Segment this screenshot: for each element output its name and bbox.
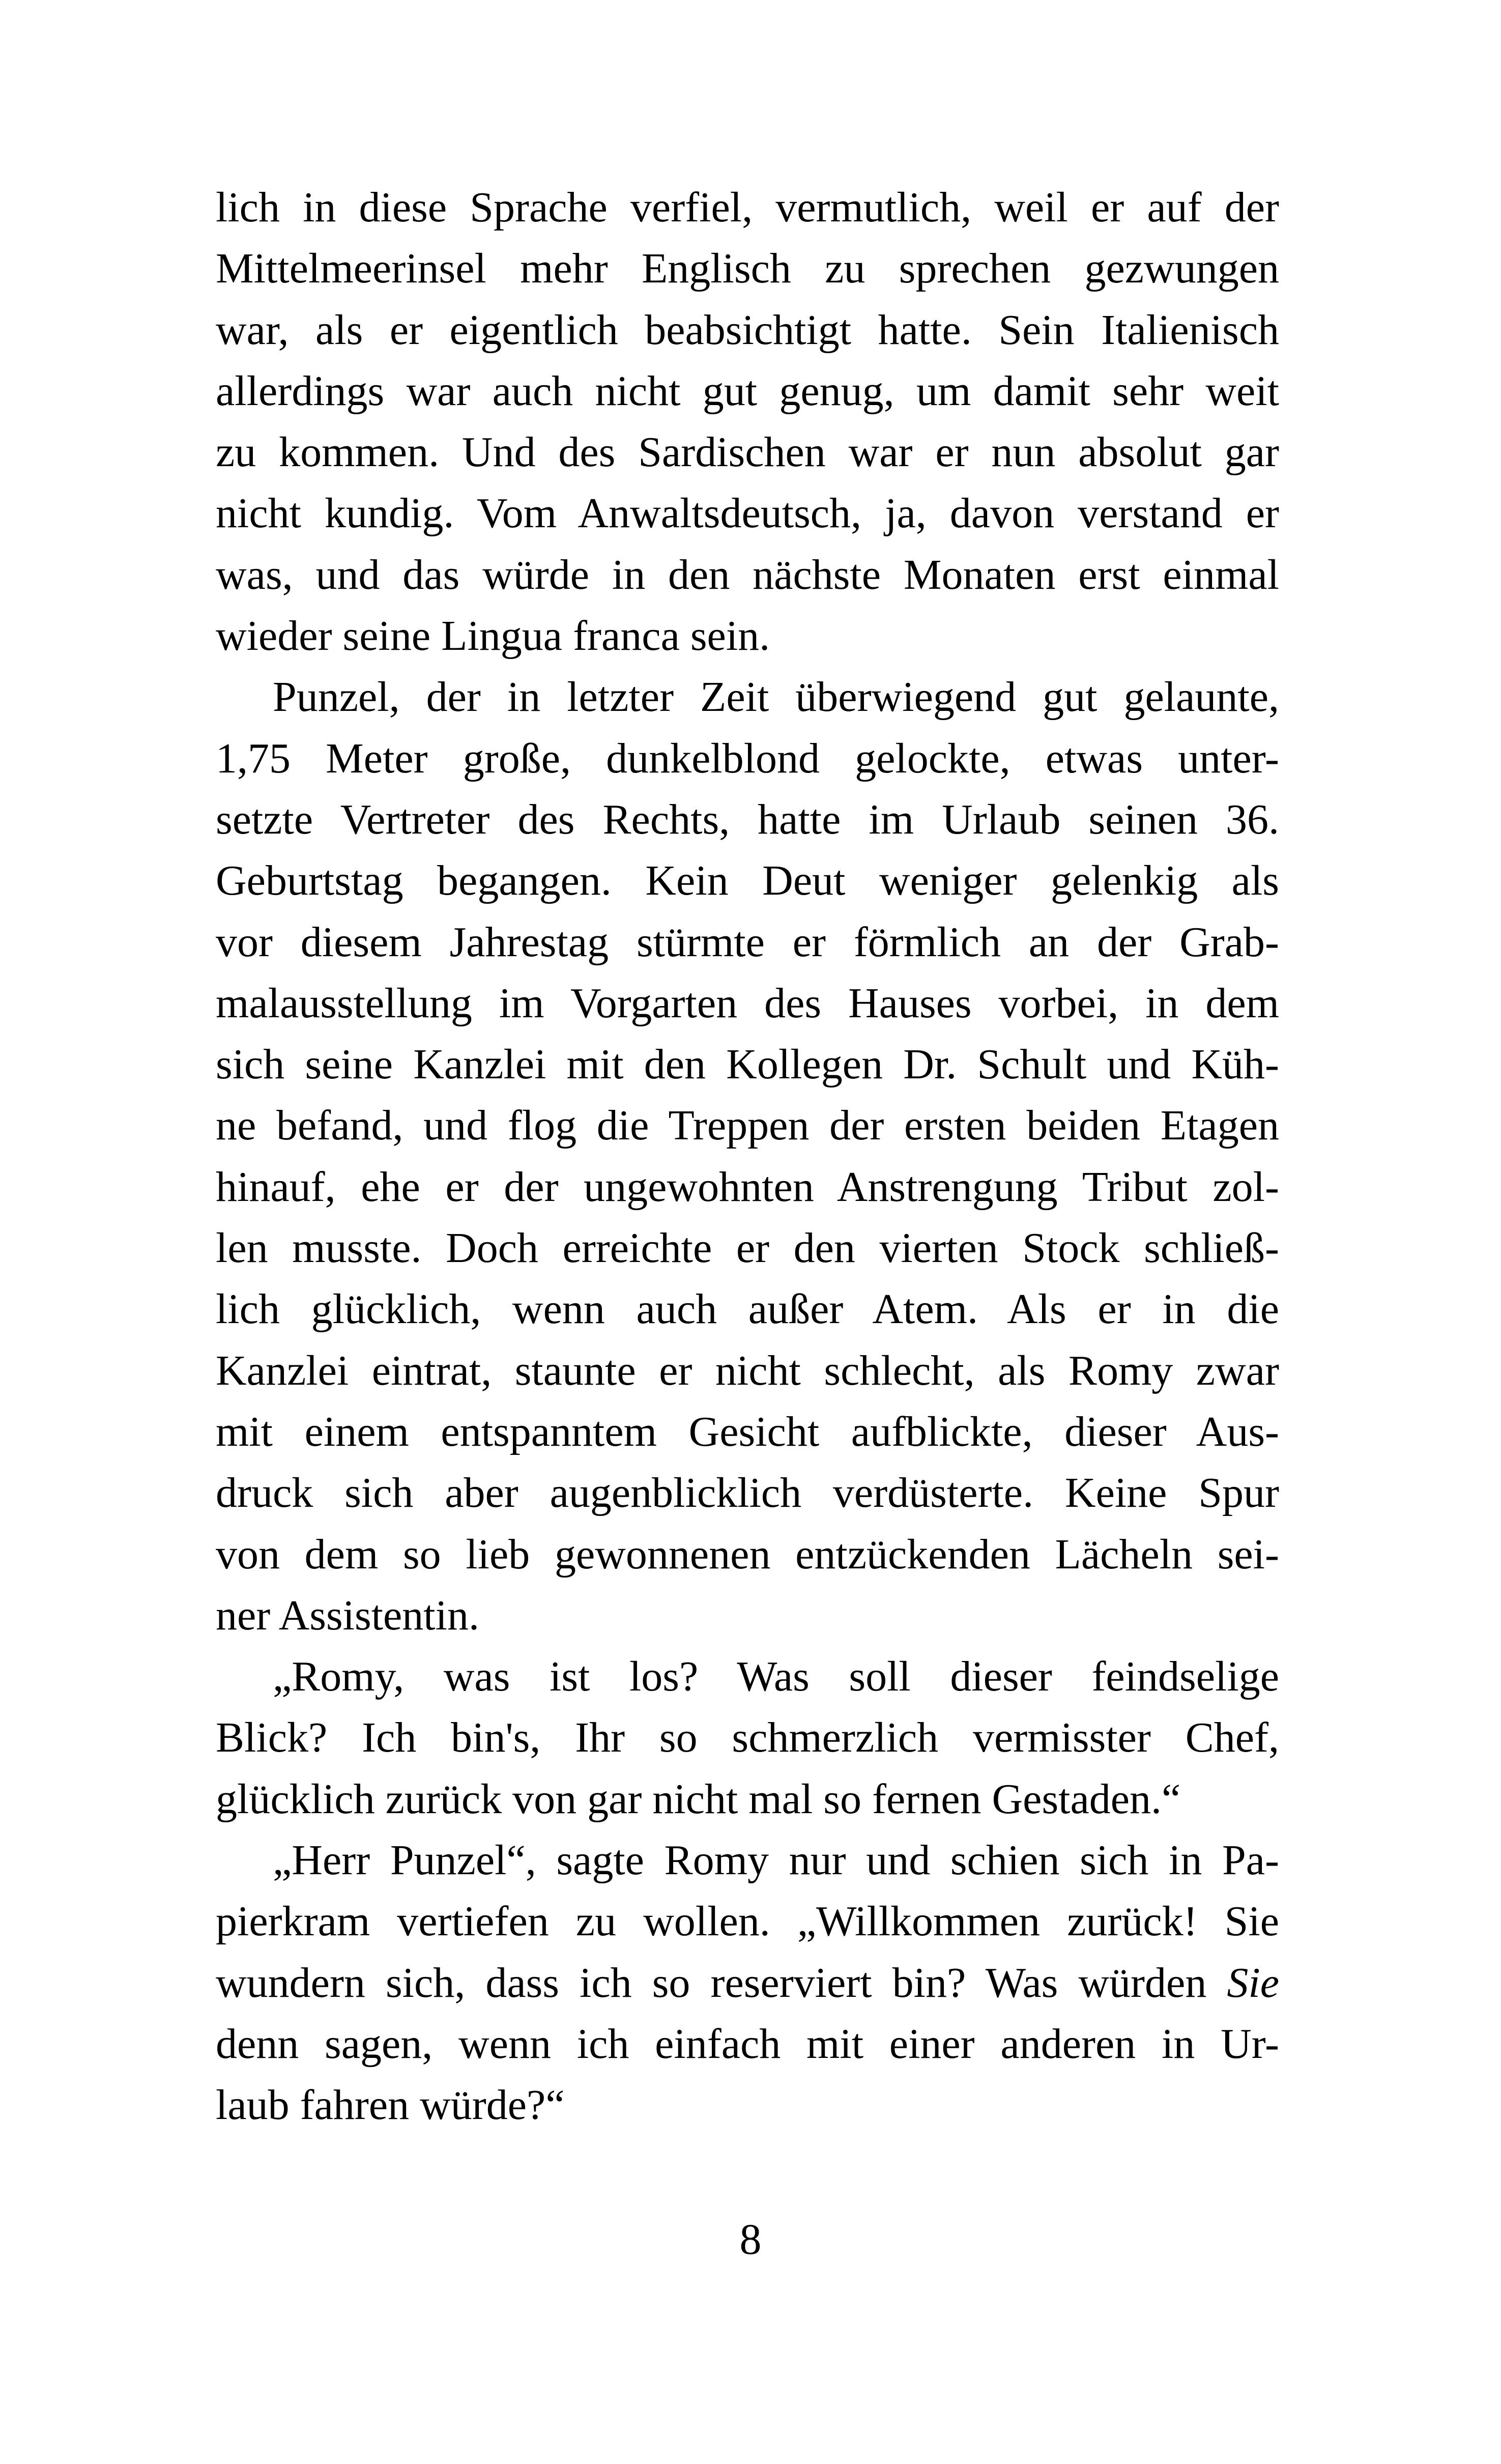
body-text xyxy=(216,177,1279,2136)
text-line: len musste. Doch erreichte er den vierten Stock schließ- xyxy=(216,1224,1279,1272)
text-line: mit einem entspanntem Gesicht aufblickte, dieser Aus- xyxy=(216,1408,1279,1455)
text-line: Punzel, der in letzter Zeit überwiegend gut gelaunte, xyxy=(273,673,1279,721)
text-line: vor diesem Jahrestag stürmte er förmlich an der Grab- xyxy=(216,918,1279,966)
text-line: ne befand, und flog die Treppen der ersten beiden Etagen xyxy=(216,1102,1279,1150)
paragraph-3 xyxy=(216,1646,1279,1830)
text-line: ner Assistentin. xyxy=(216,1591,479,1639)
text-line: malausstellung im Vorgarten des Hauses vorbei, in dem xyxy=(216,979,1279,1027)
text-line: war, als er eigentlich beabsichtigt hatte. Sein Italienisch xyxy=(216,306,1279,354)
paragraph-1 xyxy=(216,177,1279,667)
text-line: Geburtstag begangen. Kein Deut weniger gelenkig als xyxy=(216,857,1279,905)
text-line: von dem so lieb gewonnenen entzückenden Lächeln sei- xyxy=(216,1530,1279,1578)
text-line: lich glücklich, wenn auch außer Atem. Als er in die xyxy=(216,1285,1279,1333)
text-line: setzte Vertreter des Rechts, hatte im Urlaub seinen 36. xyxy=(216,795,1279,843)
text-line: „Romy, was ist los? Was soll dieser feindselige xyxy=(273,1653,1279,1701)
text-line: laub fahren würde?“ xyxy=(216,2081,565,2129)
text-line-with-italic xyxy=(216,1953,1279,2014)
text-line: hinauf, ehe er der ungewohnten Anstrengung Tribut zol- xyxy=(216,1163,1279,1211)
text-line: denn sagen, wenn ich einfach mit einer anderen in Ur- xyxy=(216,2020,1279,2068)
text-line: wieder seine Lingua franca sein. xyxy=(216,612,770,660)
text-line: Kanzlei eintrat, staunte er nicht schlecht, als Romy zwar xyxy=(216,1346,1279,1394)
text-fragment: wundern sich, dass ich so reserviert bin? Was würden xyxy=(216,1959,1227,2007)
text-line: allerdings war auch nicht gut genug, um damit sehr weit xyxy=(216,367,1279,415)
page-number: 8 xyxy=(739,2215,762,2264)
paragraph-2 xyxy=(216,667,1279,1646)
text-line: druck sich aber augenblicklich verdüsterte. Keine Spur xyxy=(216,1469,1279,1517)
text-line: glücklich zurück von gar nicht mal so fernen Gestaden.“ xyxy=(216,1775,1181,1823)
text-line: Blick? Ich bin's, Ihr so schmerzlich vermisster Chef, xyxy=(216,1714,1279,1762)
italic-word: Sie xyxy=(1227,1959,1279,2007)
text-line: was, und das würde in den nächste Monaten erst einmal xyxy=(216,551,1279,598)
text-line: 1,75 Meter große, dunkelblond gelockte, etwas unter- xyxy=(216,734,1279,782)
text-line: „Herr Punzel“, sagte Romy nur und schien sich in Pa- xyxy=(273,1837,1279,1884)
text-line: nicht kundig. Vom Anwaltsdeutsch, ja, davon verstand er xyxy=(216,490,1279,537)
text-line: pierkram vertiefen zu wollen. „Willkommen zurück! Sie xyxy=(216,1898,1279,1945)
text-line: sich seine Kanzlei mit den Kollegen Dr. Schult und Küh- xyxy=(216,1041,1279,1088)
text-line: lich in diese Sprache verfiel, vermutlich, weil er auf der xyxy=(216,184,1279,231)
text-line: Mittelmeerinsel mehr Englisch zu sprechen gezwungen xyxy=(216,245,1279,293)
text-line: zu kommen. Und des Sardischen war er nun absolut gar xyxy=(216,428,1279,476)
paragraph-4 xyxy=(216,1830,1279,2136)
